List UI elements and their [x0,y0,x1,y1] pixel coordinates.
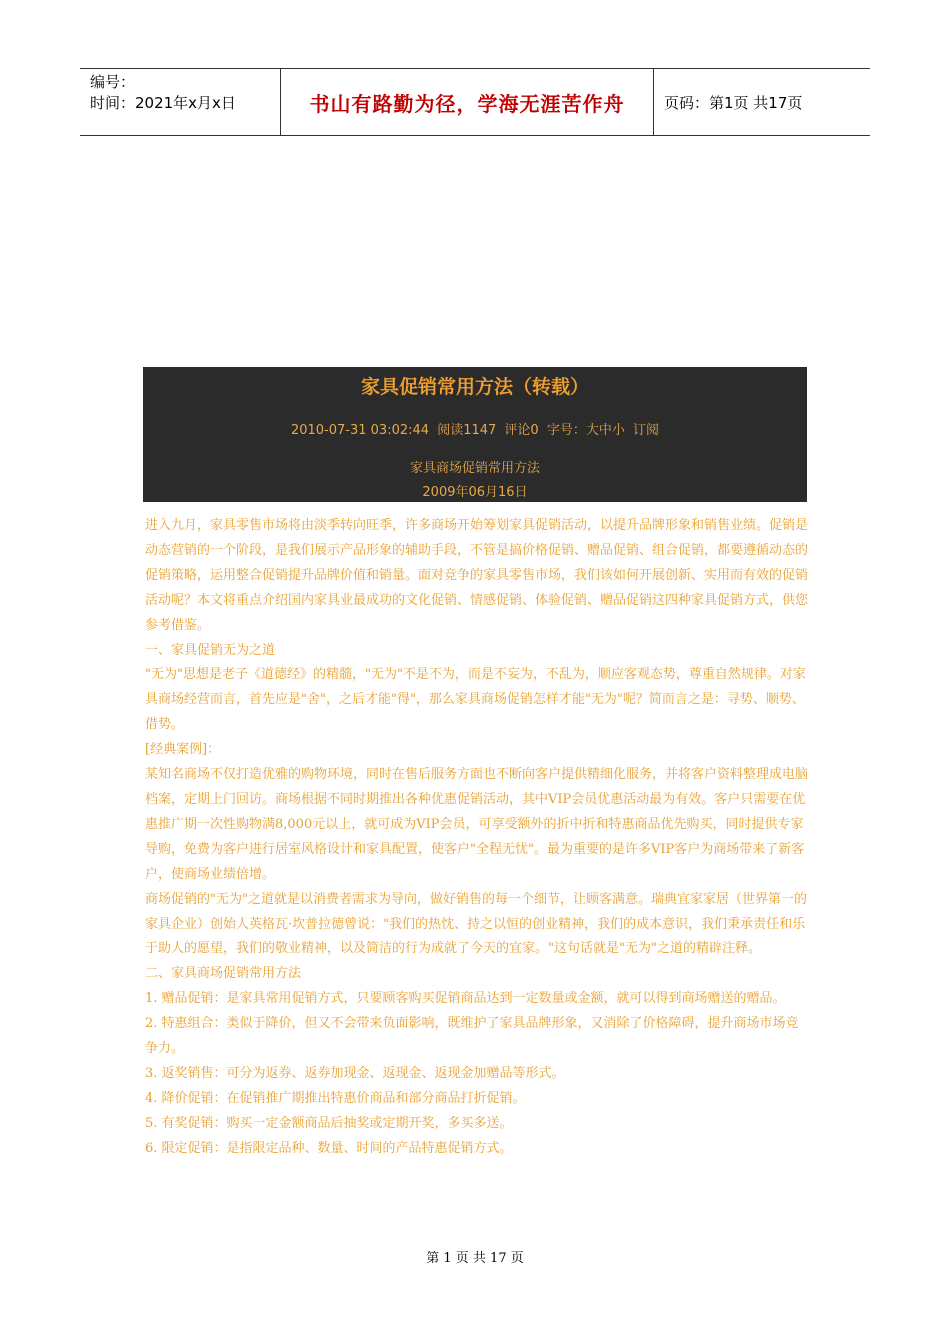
article-reads[interactable]: 阅读1147 [437,423,497,438]
list-item: 6. 限定促销：是指限定品种、数量、时间的产品特惠促销方式。 [145,1140,513,1156]
page-header [80,68,870,136]
document-number-label: 编号： [90,73,136,91]
paragraph: 商场促销的"无为"之道就是以消费者需求为导向，做好销售的每一个细节，让顾客满意。瑞典宜家家居（世界第一的家具企业）创始人英格瓦·坎普拉德曾说："我们的热忱、持之以恒的创业精神，我们的成本意识，我们秉承责任和乐于助人的愿望，我们的敬业精神，以及简洁的行为成就了今天的宜家。"这句话就是"无为"之道的精辟注释。 [145,891,807,957]
document-time-label: 时间：2021年x月x日 [90,94,236,112]
header-page-info: 页码：第1页 共17页 [664,93,803,112]
article-meta [143,419,807,438]
article-datetime: 2010-07-31 03:02:44 [290,423,430,438]
subscribe-link[interactable]: 订阅 [633,423,660,438]
article-comments[interactable]: 评论0 [504,423,539,438]
article-banner [143,367,807,502]
list-item: 2. 特惠组合：类似于降价，但又不会带来负面影响，既维护了家具品牌形象，又消除了价格障碍，提升商场市场竞争力。 [145,1016,799,1057]
list-item: 4. 降价促销：在促销推广期推出特惠价商品和部分商品打折促销。 [145,1090,526,1106]
list-item: 5. 有奖促销：购买一定金额商品后抽奖或定期开奖，多买多送。 [145,1115,513,1131]
paragraph: 某知名商场不仅打造优雅的购物环境，同时在售后服务方面也不断向客户提供精细化服务，并将客户资料整理成电脑档案，定期上门回访。商场根据不同时期推出各种优惠促销活动，其中VIP会员优惠活动最为有效。客户只需要在优惠推广期一次性购物满8,000元以上，就可成为VIP会员，可享受额外的折中折和特惠商品优先购买，同时提供专家导购，免费为客户进行居室风格设计和家具配置，使客户"全程无忧"。最为重要的是许多VIP客户为商场带来了新客户，使商场业绩倍增。 [145,767,809,882]
article-date: 2009年06月16日 [422,485,528,500]
section-heading: 二、家具商场促销常用方法 [145,966,302,982]
header-meta [80,69,281,135]
article-subtitle: 家具商场促销常用方法 [409,461,540,476]
paragraph: 进入九月，家具零售市场将由淡季转向旺季，许多商场开始筹划家具促销活动，以提升品牌形象和销售业绩。促销是动态营销的一个阶段，是我们展示产品形象的辅助手段，不管是搞价格促销、赠品促销、组合促销，都要遵循动态的促销策略，运用整合促销提升品牌价值和销量。面对竞争的家具零售市场，我们该如何开展创新、实用而有效的促销活动呢？本文将重点介绍国内家具业最成功的文化促销、情感促销、体验促销、赠品促销这四种家具促销方式，供您参考借鉴。 [145,518,809,633]
case-label: [经典案例]： [145,742,221,758]
list-item: 3. 返奖销售：可分为返券、返券加现金、返现金、返现金加赠品等形式。 [145,1065,565,1081]
section-heading: 一、家具促销无为之道 [145,642,276,658]
article-title: 家具促销常用方法（转载） [360,376,589,398]
list-item: 1. 赠品促销：是家具常用促销方式，只要顾客购买促销商品达到一定数量或金额，就可以得到商场赠送的赠品。 [145,991,786,1007]
article-body [145,514,809,1162]
paragraph: "无为"思想是老子《道德经》的精髓，"无为"不是不为，而是不妄为，不乱为，顺应客观态势，尊重自然规律。对家具商场经营而言，首先应是"舍"，之后才能"得"，那么家具商场促销怎样才能"无为"呢？简而言之是：寻势、顺势、借势。 [145,667,806,733]
page-footer: 第 1 页 共 17 页 [426,1251,524,1266]
header-motto: 书山有路勤为径，学海无涯苦作舟 [281,69,654,135]
font-size-switch[interactable]: 字号：大中小 [546,423,625,438]
